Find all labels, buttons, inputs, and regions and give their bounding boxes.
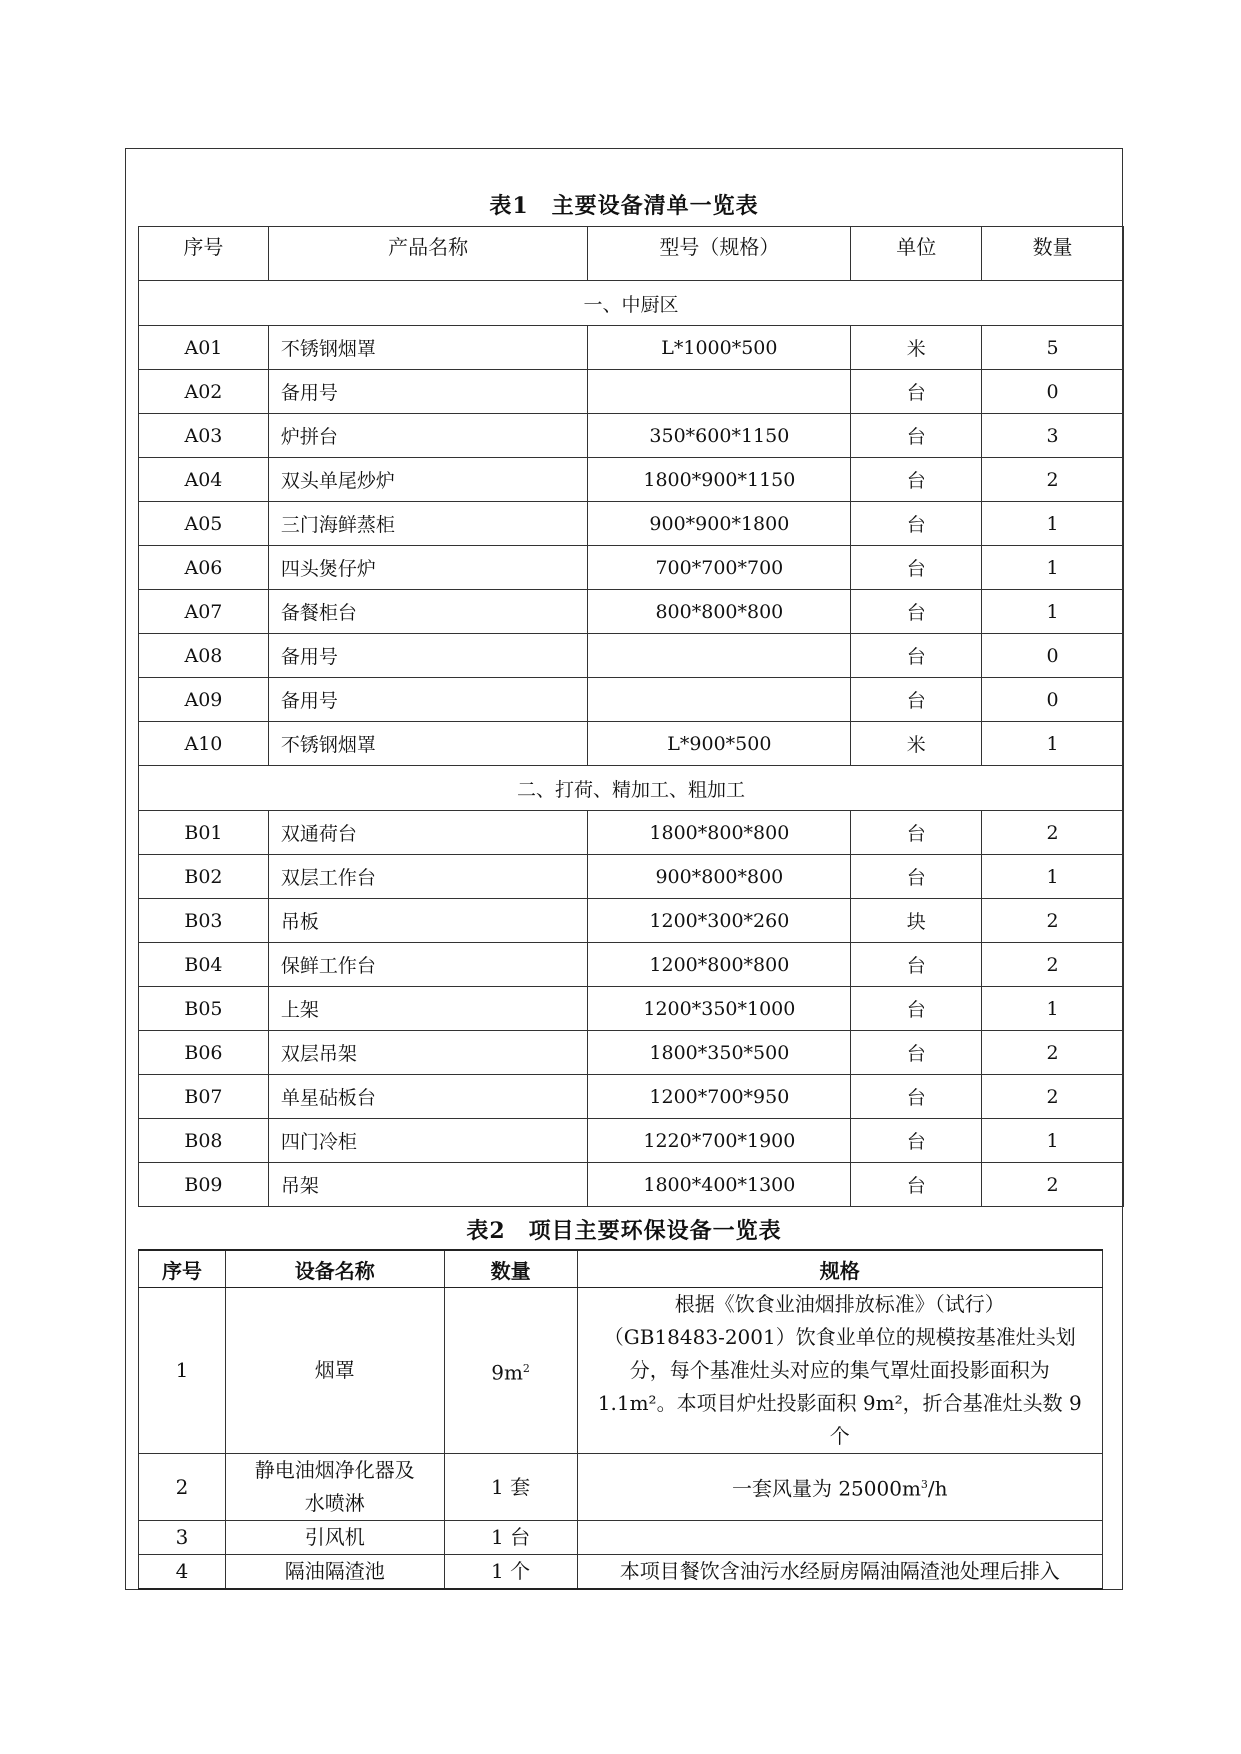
cell-product-name: 备餐柜台	[268, 590, 588, 634]
cell-model: 900*800*800	[588, 855, 851, 899]
table-row	[139, 722, 1124, 766]
cell-spec	[577, 1521, 1102, 1555]
cell-qty: 0	[982, 634, 1124, 678]
cell-model: L*900*500	[588, 722, 851, 766]
cell-product-name: 双层吊架	[268, 1031, 588, 1075]
cell-qty: 2	[982, 458, 1124, 502]
cell-quantity: 1 个	[444, 1555, 577, 1590]
cell-spec	[577, 1288, 1102, 1454]
cell-unit: 台	[851, 811, 982, 855]
table-row	[139, 1288, 1103, 1454]
cell-unit: 台	[851, 458, 982, 502]
cell-product-name: 双通荷台	[268, 811, 588, 855]
cell-model: 350*600*1150	[588, 414, 851, 458]
spec-line: 1.1m²。本项目炉灶投影面积 9m²，折合基准灶头数 9	[597, 1391, 1082, 1415]
cell-model: L*1000*500	[588, 326, 851, 370]
qty-superscript: 2	[522, 1361, 530, 1375]
cell-no: A04	[139, 458, 269, 502]
table-row	[139, 1555, 1103, 1590]
cell-product-name: 保鲜工作台	[268, 943, 588, 987]
cell-model: 800*800*800	[588, 590, 851, 634]
cell-spec	[577, 1454, 1102, 1521]
section-title: 二、打荷、精加工、粗加工	[139, 766, 1124, 811]
page-frame	[125, 148, 1123, 1590]
cell-product-name: 备用号	[268, 634, 588, 678]
cell-no: A02	[139, 370, 269, 414]
table-row	[139, 1031, 1124, 1075]
table2-header-row	[139, 1250, 1103, 1288]
spec-superscript: 3	[920, 1478, 928, 1492]
section-title: 一、中厨区	[139, 281, 1124, 326]
env-equipment-table	[138, 1249, 1103, 1590]
cell-qty: 1	[982, 987, 1124, 1031]
spec-pre: 一套风量为 25000m	[731, 1476, 921, 1501]
cell-no: B09	[139, 1163, 269, 1207]
cell-product-name: 双层工作台	[268, 855, 588, 899]
cell-no: A08	[139, 634, 269, 678]
col-header-model: 型号（规格）	[588, 227, 851, 281]
table-row	[139, 1119, 1124, 1163]
cell-unit: 台	[851, 634, 982, 678]
spec-line: （GB18483-2001）饮食业单位的规模按基准灶头划	[603, 1325, 1076, 1349]
col-header-no: 序号	[139, 1250, 226, 1288]
col-header-spec: 规格	[577, 1250, 1102, 1288]
cell-unit: 台	[851, 546, 982, 590]
table-row	[139, 414, 1124, 458]
cell-product-name: 吊架	[268, 1163, 588, 1207]
cell-no: A09	[139, 678, 269, 722]
cell-unit: 台	[851, 370, 982, 414]
cell-unit: 台	[851, 1075, 982, 1119]
table-row	[139, 370, 1124, 414]
section-row	[139, 766, 1124, 811]
cell-model: 1800*400*1300	[588, 1163, 851, 1207]
cell-product-name: 备用号	[268, 678, 588, 722]
cell-product-name: 上架	[268, 987, 588, 1031]
cell-product-name: 三门海鲜蒸柜	[268, 502, 588, 546]
cell-qty: 2	[982, 1031, 1124, 1075]
cell-qty: 1	[982, 590, 1124, 634]
cell-no: B02	[139, 855, 269, 899]
cell-model: 900*900*1800	[588, 502, 851, 546]
col-header-no: 序号	[139, 227, 269, 281]
cell-qty: 1	[982, 546, 1124, 590]
table-row	[139, 987, 1124, 1031]
table-row	[139, 1454, 1103, 1521]
cell-model: 1200*800*800	[588, 943, 851, 987]
cell-device-name	[225, 1454, 444, 1521]
cell-quantity: 1 套	[444, 1454, 577, 1521]
spec-line: 个	[829, 1424, 850, 1448]
col-header-name: 产品名称	[268, 227, 588, 281]
cell-model	[588, 634, 851, 678]
qty-value: 9m	[491, 1360, 523, 1385]
cell-qty: 0	[982, 678, 1124, 722]
table-row	[139, 899, 1124, 943]
cell-device-name: 烟罩	[225, 1288, 444, 1454]
table-row	[139, 634, 1124, 678]
name-line: 静电油烟净化器及	[254, 1458, 415, 1482]
cell-qty: 1	[982, 855, 1124, 899]
cell-spec: 本项目餐饮含油污水经厨房隔油隔渣池处理后排入	[577, 1555, 1102, 1590]
cell-model	[588, 678, 851, 722]
cell-no: A05	[139, 502, 269, 546]
cell-no: A10	[139, 722, 269, 766]
cell-unit: 台	[851, 855, 982, 899]
cell-model: 1200*350*1000	[588, 987, 851, 1031]
table-row	[139, 811, 1124, 855]
cell-no: 4	[139, 1555, 226, 1590]
cell-model: 1800*800*800	[588, 811, 851, 855]
cell-unit: 台	[851, 414, 982, 458]
cell-device-name: 引风机	[225, 1521, 444, 1555]
cell-unit: 块	[851, 899, 982, 943]
cell-no: A03	[139, 414, 269, 458]
cell-product-name: 双头单尾炒炉	[268, 458, 588, 502]
name-line: 水喷淋	[304, 1491, 365, 1515]
cell-product-name: 四头煲仔炉	[268, 546, 588, 590]
cell-no: 3	[139, 1521, 226, 1555]
table1-header-row	[139, 227, 1124, 281]
cell-qty: 0	[982, 370, 1124, 414]
cell-no: B04	[139, 943, 269, 987]
equipment-table	[138, 226, 1124, 1207]
cell-unit: 台	[851, 1163, 982, 1207]
cell-no: B07	[139, 1075, 269, 1119]
cell-product-name: 炉拼台	[268, 414, 588, 458]
cell-model: 1200*700*950	[588, 1075, 851, 1119]
table-row	[139, 502, 1124, 546]
cell-no: 2	[139, 1454, 226, 1521]
cell-product-name: 四门冷柜	[268, 1119, 588, 1163]
cell-model: 1800*350*500	[588, 1031, 851, 1075]
section-row	[139, 281, 1124, 326]
cell-unit: 台	[851, 590, 982, 634]
cell-unit: 台	[851, 943, 982, 987]
table-row	[139, 1163, 1124, 1207]
col-header-unit: 单位	[851, 227, 982, 281]
cell-product-name: 吊板	[268, 899, 588, 943]
col-header-device-name: 设备名称	[225, 1250, 444, 1288]
table-row	[139, 1521, 1103, 1555]
table2-title: 表2 项目主要环保设备一览表	[466, 1218, 782, 1244]
cell-qty: 2	[982, 811, 1124, 855]
cell-no: A06	[139, 546, 269, 590]
cell-qty: 3	[982, 414, 1124, 458]
cell-no: B05	[139, 987, 269, 1031]
cell-product-name: 单星砧板台	[268, 1075, 588, 1119]
cell-qty: 1	[982, 722, 1124, 766]
cell-quantity: 1 台	[444, 1521, 577, 1555]
table-row	[139, 943, 1124, 987]
table-row	[139, 1075, 1124, 1119]
cell-product-name: 不锈钢烟罩	[268, 722, 588, 766]
col-header-quantity: 数量	[444, 1250, 577, 1288]
col-header-qty: 数量	[982, 227, 1124, 281]
cell-no: A07	[139, 590, 269, 634]
cell-no: B01	[139, 811, 269, 855]
cell-model: 700*700*700	[588, 546, 851, 590]
cell-unit: 米	[851, 326, 982, 370]
cell-model	[588, 370, 851, 414]
cell-no: A01	[139, 326, 269, 370]
cell-qty: 2	[982, 1075, 1124, 1119]
cell-device-name: 隔油隔渣池	[225, 1555, 444, 1590]
cell-qty: 5	[982, 326, 1124, 370]
cell-unit: 台	[851, 987, 982, 1031]
cell-product-name: 不锈钢烟罩	[268, 326, 588, 370]
table-row	[139, 326, 1124, 370]
cell-unit: 台	[851, 1031, 982, 1075]
cell-qty: 1	[982, 1119, 1124, 1163]
table1-title: 表1 主要设备清单一览表	[489, 193, 759, 219]
cell-no: B03	[139, 899, 269, 943]
cell-no: 1	[139, 1288, 226, 1454]
cell-model: 1220*700*1900	[588, 1119, 851, 1163]
cell-no: B08	[139, 1119, 269, 1163]
spec-line: 分，每个基准灶头对应的集气罩灶面投影面积为	[629, 1358, 1050, 1382]
cell-unit: 台	[851, 502, 982, 546]
spec-line: 根据《饮食业油烟排放标准》（试行）	[674, 1292, 1005, 1316]
table-row	[139, 458, 1124, 502]
cell-unit: 台	[851, 1119, 982, 1163]
cell-unit: 台	[851, 678, 982, 722]
table-row	[139, 590, 1124, 634]
cell-qty: 2	[982, 899, 1124, 943]
cell-no: B06	[139, 1031, 269, 1075]
cell-product-name: 备用号	[268, 370, 588, 414]
table-row	[139, 678, 1124, 722]
cell-qty: 2	[982, 1163, 1124, 1207]
cell-quantity	[444, 1288, 577, 1454]
cell-qty: 1	[982, 502, 1124, 546]
cell-unit: 米	[851, 722, 982, 766]
table-row	[139, 546, 1124, 590]
cell-qty: 2	[982, 943, 1124, 987]
table-row	[139, 855, 1124, 899]
cell-model: 1200*300*260	[588, 899, 851, 943]
cell-model: 1800*900*1150	[588, 458, 851, 502]
spec-post: /h	[927, 1476, 948, 1501]
